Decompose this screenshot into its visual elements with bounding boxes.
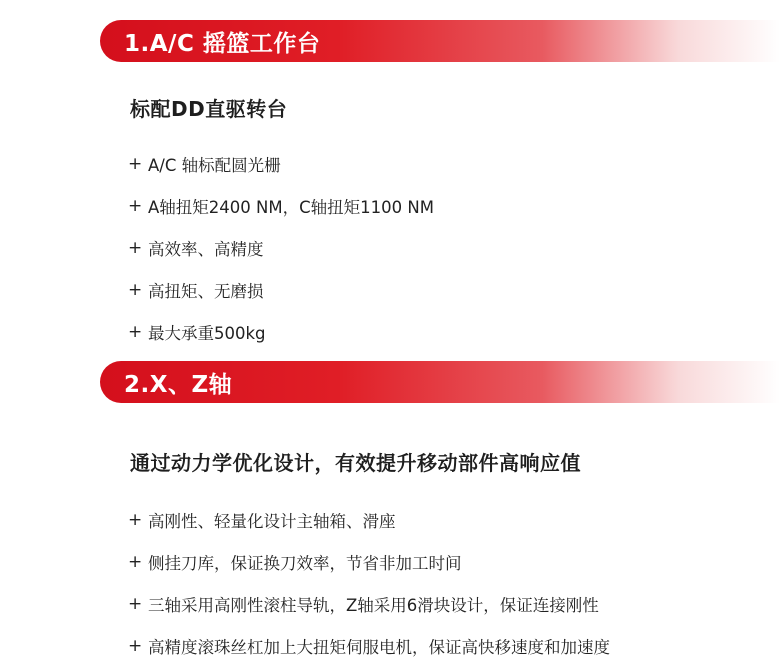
list-item-text: 高刚性、轻量化设计主轴箱、滑座	[148, 512, 396, 531]
plus-icon: +	[128, 238, 143, 258]
feature-list	[128, 499, 610, 667]
list-item	[128, 499, 610, 541]
plus-icon: +	[128, 280, 143, 300]
list-item-text: 最大承重500kg	[148, 324, 266, 343]
list-item	[128, 541, 610, 583]
plus-icon: +	[128, 322, 143, 342]
list-item-text: 高扭矩、无磨损	[148, 282, 264, 301]
section-title: 2.X、Z轴	[124, 371, 233, 398]
section-subheading: 标配DD直驱转台	[130, 97, 288, 121]
list-item-text: 三轴采用高刚性滚柱导轨，Z轴采用6滑块设计，保证连接刚性	[148, 596, 599, 615]
list-item	[128, 625, 610, 667]
section-title: 1.A/C 摇篮工作台	[124, 30, 321, 57]
list-item	[128, 143, 434, 185]
list-item	[128, 583, 610, 625]
section-subheading: 通过动力学优化设计，有效提升移动部件高响应值	[130, 451, 581, 475]
list-item-text: 高精度滚珠丝杠加上大扭矩伺服电机，保证高快移速度和加速度	[148, 638, 610, 657]
plus-icon: +	[128, 636, 143, 656]
list-item-text: 高效率、高精度	[148, 240, 264, 259]
plus-icon: +	[128, 154, 143, 174]
section-banner-xz-axis	[100, 361, 780, 403]
list-item	[128, 185, 434, 227]
plus-icon: +	[128, 196, 143, 216]
list-item	[128, 227, 434, 269]
list-item-text: A轴扭矩2400 NM，C轴扭矩1100 NM	[148, 198, 434, 217]
plus-icon: +	[128, 594, 143, 614]
list-item-text: 侧挂刀库，保证换刀效率，节省非加工时间	[148, 554, 462, 573]
section-banner-ac-cradle	[100, 20, 780, 62]
plus-icon: +	[128, 552, 143, 572]
list-item	[128, 269, 434, 311]
list-item	[128, 311, 434, 353]
feature-list	[128, 143, 434, 353]
list-item-text: A/C 轴标配圆光栅	[148, 156, 281, 175]
plus-icon: +	[128, 510, 143, 530]
